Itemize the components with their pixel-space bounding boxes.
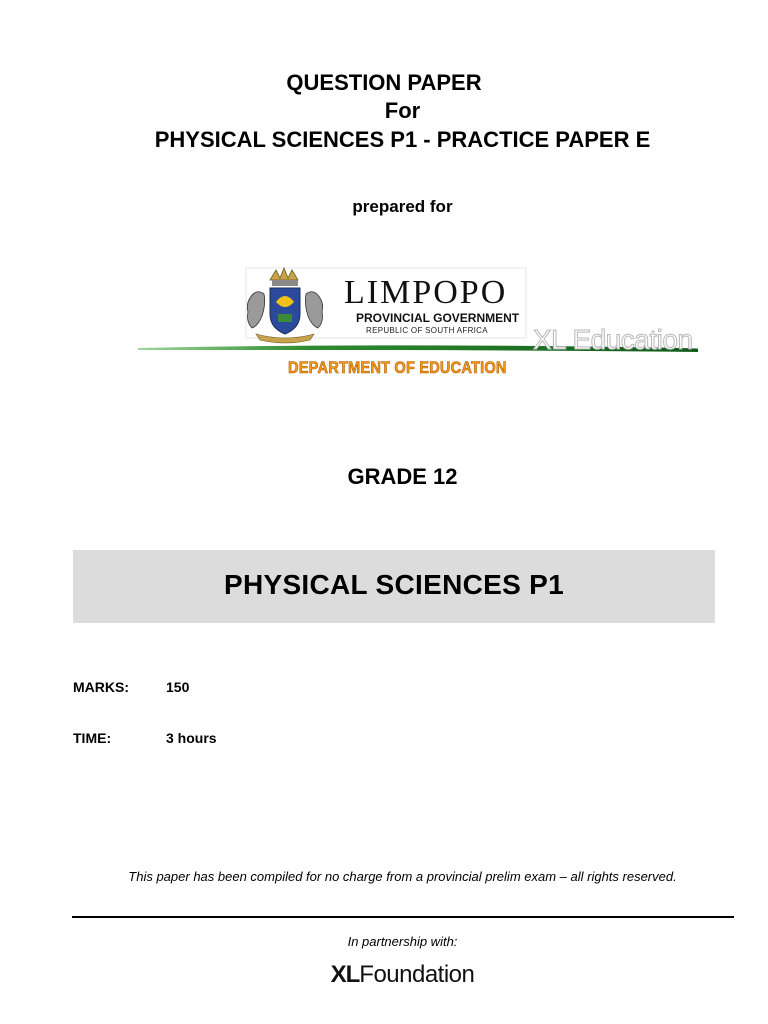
marks-label: MARKS: (73, 679, 129, 695)
time-value: 3 hours (166, 730, 217, 746)
marks-value: 150 (166, 679, 190, 695)
limpopo-logo (138, 262, 698, 387)
grade-label: GRADE 12 (347, 464, 458, 489)
xl-foundation-logo (0, 961, 768, 989)
logo-country: REPUBLIC OF SOUTH AFRICA (366, 326, 488, 335)
xl-foundation-rest: Foundation (359, 961, 475, 988)
logo-name: LIMPOPO (344, 274, 508, 311)
xl-education-watermark: XL Education (533, 324, 693, 355)
subject-banner (73, 550, 715, 623)
paper-heading-line-1: QUESTION PAPER (286, 70, 482, 95)
paper-heading-line-2: For (384, 98, 421, 123)
xl-foundation-bold: XL (330, 961, 360, 988)
partnership-label: In partnership with: (347, 934, 458, 949)
department-label: DEPARTMENT OF EDUCATION (288, 358, 507, 377)
footer-divider (72, 916, 734, 918)
paper-heading-line-3: PHYSICAL SCIENCES P1 - PRACTICE PAPER E (154, 127, 651, 152)
prepared-for-label: prepared for (352, 197, 453, 216)
subject-title: PHYSICAL SCIENCES P1 (223, 569, 565, 600)
time-label: TIME: (73, 730, 112, 746)
rights-notice: This paper has been compiled for no charge from a provincial prelim exam – all rights reserved. (128, 869, 677, 884)
logo-subtitle: PROVINCIAL GOVERNMENT (356, 311, 520, 325)
